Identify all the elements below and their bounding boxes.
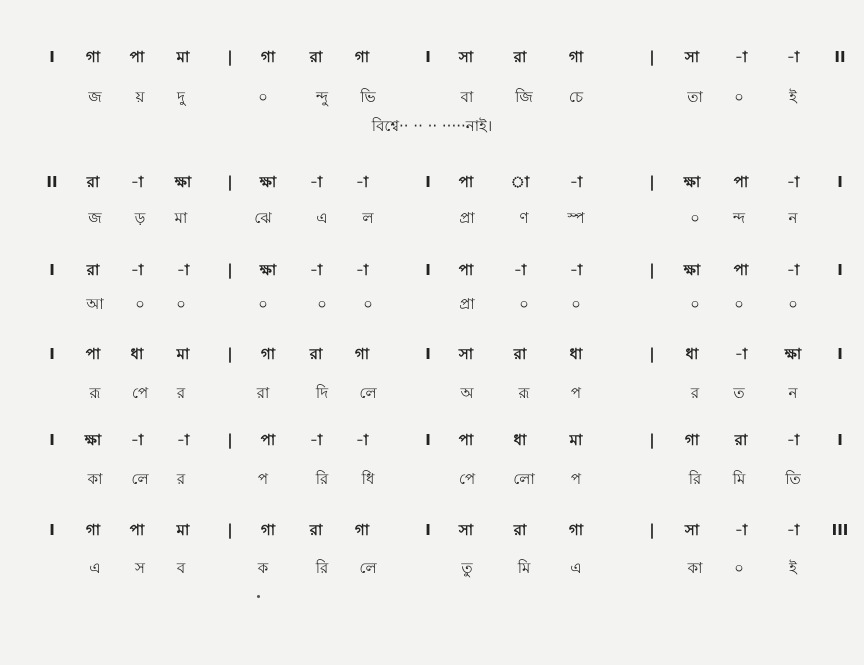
note-symbol: ক্ষা: [683, 261, 701, 279]
bar-line: I: [837, 345, 843, 363]
lyric-syllable: জ: [88, 88, 102, 106]
bar-line: |: [649, 431, 655, 449]
bar-line: I: [837, 261, 843, 279]
lyric-syllable: ন্দ: [732, 209, 746, 227]
note-symbol: সা: [458, 521, 474, 539]
lyric-syllable: কা: [687, 559, 703, 577]
note-symbol: রা: [513, 345, 527, 363]
lyric-syllable: লে: [131, 470, 149, 488]
lyric-syllable: ড়: [134, 209, 146, 227]
lyric-syllable: দি: [315, 384, 329, 402]
lyric-syllable: ল: [362, 209, 374, 227]
lyric-syllable: প: [257, 470, 269, 488]
bar-line: |: [649, 345, 655, 363]
lyric-syllable: র: [690, 384, 700, 402]
lyric-syllable: ০: [519, 295, 529, 313]
note-symbol: রা: [513, 521, 527, 539]
note-symbol: -া: [786, 173, 800, 191]
lyric-syllable: ০: [734, 295, 744, 313]
notation-row: [0, 515, 864, 545]
lyric-syllable: ব: [176, 559, 186, 577]
bar-line: II: [834, 48, 846, 66]
lyric-syllable: স্প: [567, 209, 585, 227]
bar-line: I: [425, 521, 431, 539]
lyric-row: [0, 82, 864, 112]
note-symbol: পা: [260, 431, 276, 449]
bar-line: I: [49, 345, 55, 363]
notation-row: [0, 339, 864, 369]
note-symbol: -া: [786, 48, 800, 66]
note-symbol: গা: [684, 431, 700, 449]
lyric-row: [0, 203, 864, 233]
lyric-syllable: ০: [734, 88, 744, 106]
bar-line: I: [837, 173, 843, 191]
note-symbol: পা: [458, 173, 474, 191]
lyric-syllable: র: [176, 470, 186, 488]
note-symbol: া: [510, 173, 530, 191]
lyric-syllable: এ: [316, 209, 328, 227]
note-symbol: -া: [786, 431, 800, 449]
note-symbol: পা: [458, 261, 474, 279]
note-symbol: পা: [733, 173, 749, 191]
note-symbol: গা: [568, 48, 584, 66]
lyric-syllable: ই: [789, 559, 797, 577]
lyric-syllable: তু: [461, 559, 473, 577]
lyric-syllable: প: [570, 470, 582, 488]
lyric-syllable: ধি: [361, 470, 375, 488]
lyric-syllable: অ: [460, 384, 474, 402]
note-symbol: সা: [458, 48, 474, 66]
lyric-syllable: ০: [258, 295, 268, 313]
bar-line: |: [649, 173, 655, 191]
lyric-syllable: কা: [87, 470, 103, 488]
lyric-syllable: রূ: [518, 384, 530, 402]
bar-line: I: [425, 48, 431, 66]
note-symbol: -া: [734, 521, 748, 539]
note-symbol: গা: [260, 48, 276, 66]
lyric-caption: বিশ্বে·· ·· ·· ·····নাই।: [371, 117, 493, 135]
bar-line: I: [425, 173, 431, 191]
note-symbol: -া: [130, 173, 144, 191]
lyric-row: [0, 289, 864, 319]
bar-line: |: [227, 48, 233, 66]
lyric-syllable: এ: [570, 559, 582, 577]
lyric-syllable: ০: [690, 209, 700, 227]
note-symbol: গা: [85, 521, 101, 539]
lyric-syllable: পে: [131, 384, 149, 402]
note-symbol: -া: [355, 173, 369, 191]
lyric-syllable: ০: [788, 295, 798, 313]
note-symbol: সা: [684, 521, 700, 539]
lyric-syllable: প্রা: [459, 209, 475, 227]
note-symbol: পা: [129, 521, 145, 539]
note-symbol: গা: [354, 345, 370, 363]
lyric-syllable: রি: [688, 470, 702, 488]
lyric-syllable: ক: [257, 559, 269, 577]
lyric-syllable: তি: [785, 470, 801, 488]
bar-line: |: [649, 261, 655, 279]
lyric-row: [0, 464, 864, 494]
bar-line: I: [49, 431, 55, 449]
note-symbol: মা: [569, 431, 583, 449]
lyric-syllable: মি: [732, 470, 746, 488]
note-symbol: মা: [176, 521, 190, 539]
note-symbol: গা: [354, 48, 370, 66]
lyric-syllable: স: [135, 559, 145, 577]
note-symbol: মা: [176, 48, 190, 66]
lyric-syllable: ০: [690, 295, 700, 313]
bar-line: |: [227, 345, 233, 363]
lyric-syllable: ন: [788, 384, 798, 402]
lyric-syllable: তা: [687, 88, 703, 106]
bar-line: III: [831, 521, 849, 539]
note-symbol: -া: [734, 345, 748, 363]
lyric-syllable: প: [570, 384, 582, 402]
note-symbol: -া: [309, 173, 323, 191]
lyric-syllable: ত: [733, 384, 745, 402]
lyric-syllable: ভি: [360, 88, 376, 106]
note-symbol: গা: [568, 521, 584, 539]
lyric-syllable: রি: [315, 559, 329, 577]
lyric-syllable: ০: [363, 295, 373, 313]
note-symbol: ক্ষা: [259, 173, 277, 191]
bar-line: |: [227, 173, 233, 191]
note-symbol: -া: [309, 261, 323, 279]
note-symbol: পা: [458, 431, 474, 449]
note-symbol: -া: [355, 431, 369, 449]
note-symbol: ধা: [130, 345, 144, 363]
lyric-syllable: লে: [359, 559, 377, 577]
lyric-syllable: য়: [135, 88, 145, 106]
lyric-syllable: ই: [789, 88, 797, 106]
note-symbol: -া: [176, 261, 190, 279]
note-symbol: পা: [129, 48, 145, 66]
notation-row: [0, 425, 864, 455]
lyric-syllable: রূ: [89, 384, 101, 402]
lyric-syllable: রা: [256, 384, 270, 402]
note-symbol: গা: [260, 345, 276, 363]
bar-line: |: [649, 521, 655, 539]
lyric-syllable: ০: [571, 295, 581, 313]
lyric-syllable: মা: [174, 209, 188, 227]
lyric-syllable: বা: [460, 88, 474, 106]
note-symbol: রা: [309, 48, 323, 66]
notation-row: [0, 42, 864, 72]
bar-line: |: [649, 48, 655, 66]
note-symbol: সা: [458, 345, 474, 363]
note-symbol: রা: [513, 48, 527, 66]
lyric-syllable: প্রা: [459, 295, 475, 313]
note-symbol: -া: [513, 261, 527, 279]
note-symbol: -া: [176, 431, 190, 449]
lyric-syllable: ন: [788, 209, 798, 227]
note-symbol: পা: [85, 345, 101, 363]
note-symbol: ধা: [569, 345, 583, 363]
note-symbol: রা: [86, 261, 100, 279]
note-symbol: ধা: [513, 431, 527, 449]
lyric-syllable: ০: [176, 295, 186, 313]
lyric-syllable: আ: [86, 295, 104, 313]
lyric-syllable: এ: [89, 559, 101, 577]
note-symbol: -া: [569, 173, 583, 191]
lyric-syllable: ০: [734, 559, 744, 577]
bar-line: |: [227, 521, 233, 539]
lyric-syllable: ০: [317, 295, 327, 313]
note-symbol: -া: [569, 261, 583, 279]
lyric-row: [0, 378, 864, 408]
note-symbol: ধা: [685, 345, 699, 363]
bar-line: |: [227, 261, 233, 279]
note-symbol: গা: [354, 521, 370, 539]
lyric-row: [0, 553, 864, 583]
bar-line: I: [49, 521, 55, 539]
lyric-syllable: মি: [517, 559, 531, 577]
note-symbol: সা: [684, 48, 700, 66]
note-symbol: পা: [733, 261, 749, 279]
lyric-syllable: ন্দু: [315, 88, 329, 106]
notation-row: [0, 255, 864, 285]
lyric-syllable: ০: [135, 295, 145, 313]
note-symbol: ক্ষা: [784, 345, 802, 363]
note-symbol: -া: [130, 261, 144, 279]
lyric-syllable: লো: [513, 470, 535, 488]
bar-line: I: [49, 48, 55, 66]
lyric-syllable: জ: [88, 209, 102, 227]
lyric-syllable: জি: [515, 88, 533, 106]
notation-row: [0, 167, 864, 197]
bar-line: II: [46, 173, 58, 191]
note-symbol: ক্ষা: [174, 173, 192, 191]
note-symbol: ক্ষা: [84, 431, 102, 449]
lyric-syllable: ঝে: [254, 209, 272, 227]
bar-line: I: [425, 261, 431, 279]
bar-line: |: [227, 431, 233, 449]
lyric-syllable: পে: [458, 470, 476, 488]
stray-mark: [257, 595, 260, 598]
bar-line: I: [425, 345, 431, 363]
note-symbol: গা: [85, 48, 101, 66]
note-symbol: ক্ষা: [683, 173, 701, 191]
note-symbol: রা: [86, 173, 100, 191]
note-symbol: রা: [309, 521, 323, 539]
lyric-syllable: ০: [258, 88, 268, 106]
bar-line: I: [425, 431, 431, 449]
bar-line: I: [49, 261, 55, 279]
lyric-syllable: র: [176, 384, 186, 402]
note-symbol: মা: [176, 345, 190, 363]
note-symbol: ক্ষা: [259, 261, 277, 279]
note-symbol: -া: [786, 261, 800, 279]
lyric-syllable: চে: [568, 88, 584, 106]
lyric-syllable: দু: [177, 88, 185, 106]
lyric-syllable: রি: [315, 470, 329, 488]
note-symbol: -া: [130, 431, 144, 449]
note-symbol: -া: [734, 48, 748, 66]
bar-line: I: [837, 431, 843, 449]
note-symbol: রা: [309, 345, 323, 363]
note-symbol: -া: [309, 431, 323, 449]
note-symbol: -া: [786, 521, 800, 539]
lyric-syllable: ণ: [519, 209, 529, 227]
note-symbol: রা: [734, 431, 748, 449]
lyric-syllable: লে: [359, 384, 377, 402]
note-symbol: -া: [355, 261, 369, 279]
note-symbol: গা: [260, 521, 276, 539]
